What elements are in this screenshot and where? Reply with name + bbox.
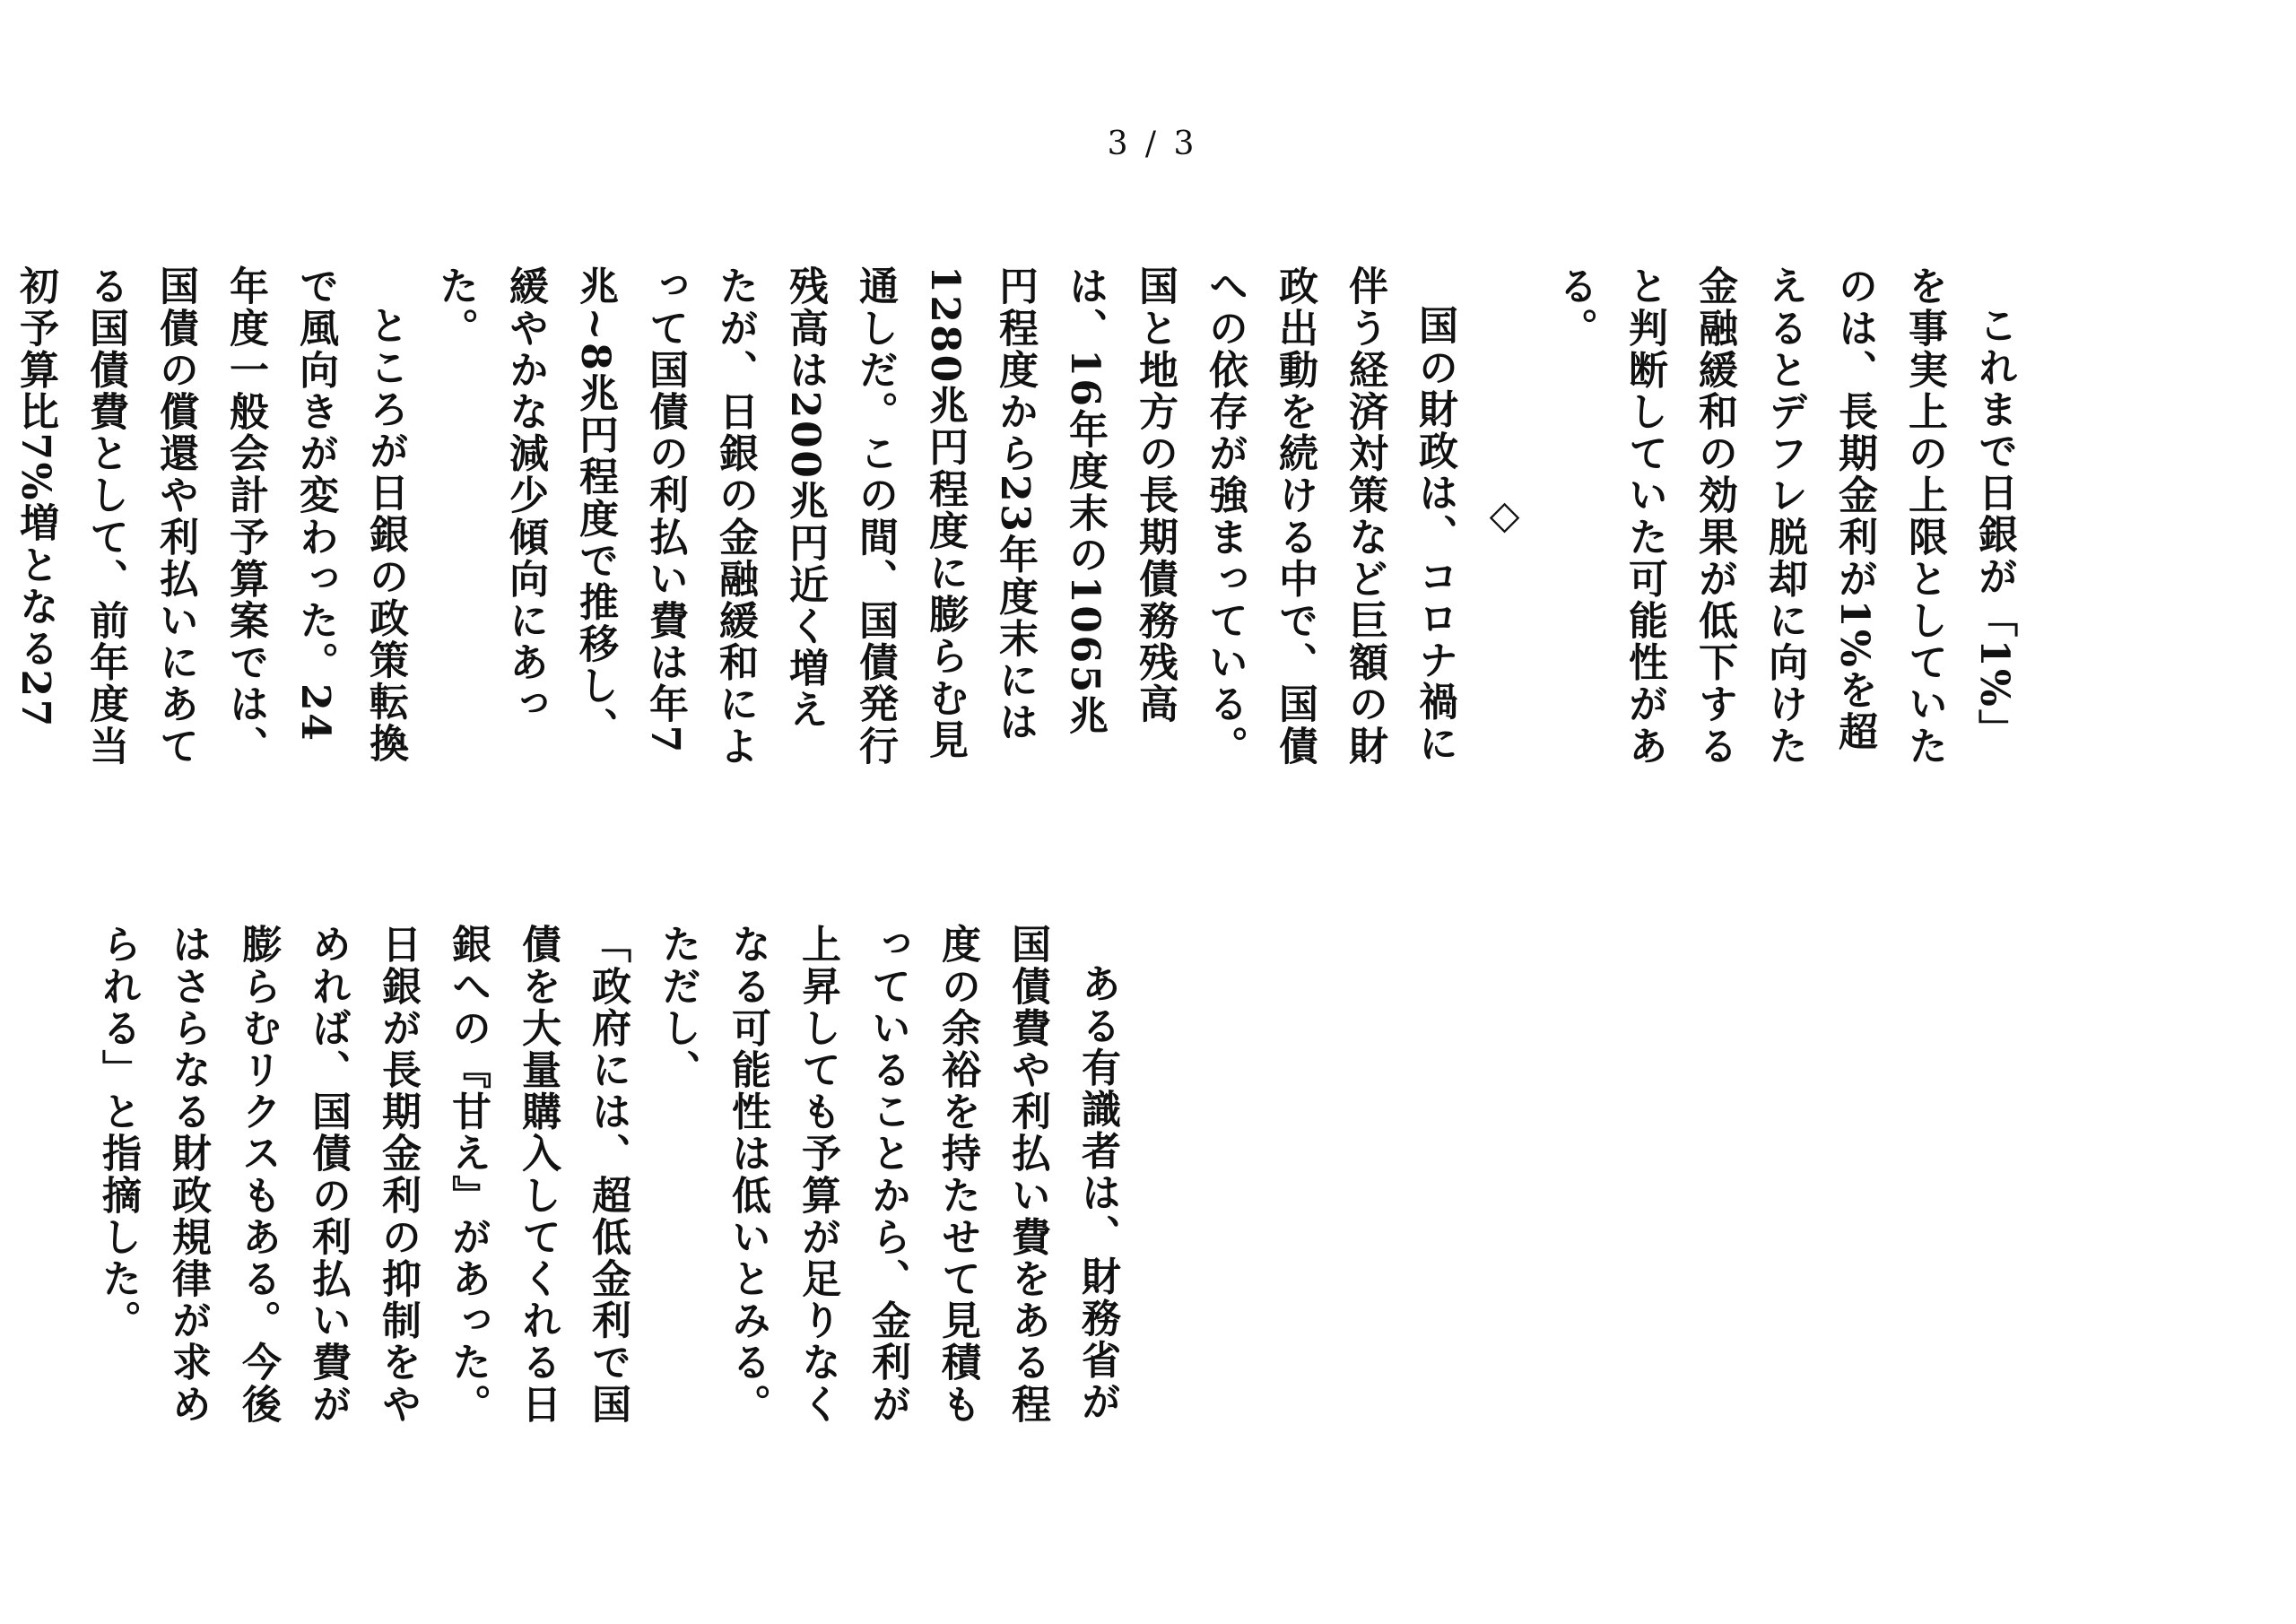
article-top-block [0,265,2029,768]
paragraph-national-finances: 国の財政は、コロナ禍に伴う経済対策など巨額の財政出動を続ける中で、国債への依存が強まっている。国と地方の長期債務残高は、16年度末の1065兆円程度から23年度末には1280兆円程度に膨らむ見通しだ。この間、国債発行残高は200兆円近く増えたが、日銀の金融緩和によって国債の利払い費は年7兆~8兆円程度で推移し、緩やかな減少傾向にあった。 [432,265,1457,768]
paragraph-expert-quote: 「政府には、超低金利で国債を大量購入してくれる日銀への『甘え』があった。日銀が長期金利の抑制をやめれば、国債の利払い費が膨らむリクスもある。今後はさらなる財政規律が求められる」と指摘した。 [95,924,631,1426]
paragraph-expert-view: ある有識者は、財務省が国債費や利払い費をある程度の余裕を持たせて見積もっていることから、金利が上昇しても予算が足りなくなる可能性は低いとみる。ただし、 [655,924,1120,1426]
article-bottom-block [83,924,1132,1426]
section-separator: ◇ [1482,492,1527,541]
paragraph-policy-shift: ところが日銀の政策転換で風向きが変わった。24年度一般会計予算案では、国債の償還や利払いにあてる国債費として、前年度当初予算比7%増となる27 [13,265,408,768]
paragraph-yield-cap: これまで日銀が「1%」を事実上の上限としていたのは、長期金利が1%を超えるとデフレ脱却に向けた金融緩和の効果が低下すると判断していた可能性がある。 [1552,265,2017,768]
page-number: 3 / 3 [1107,126,1198,162]
